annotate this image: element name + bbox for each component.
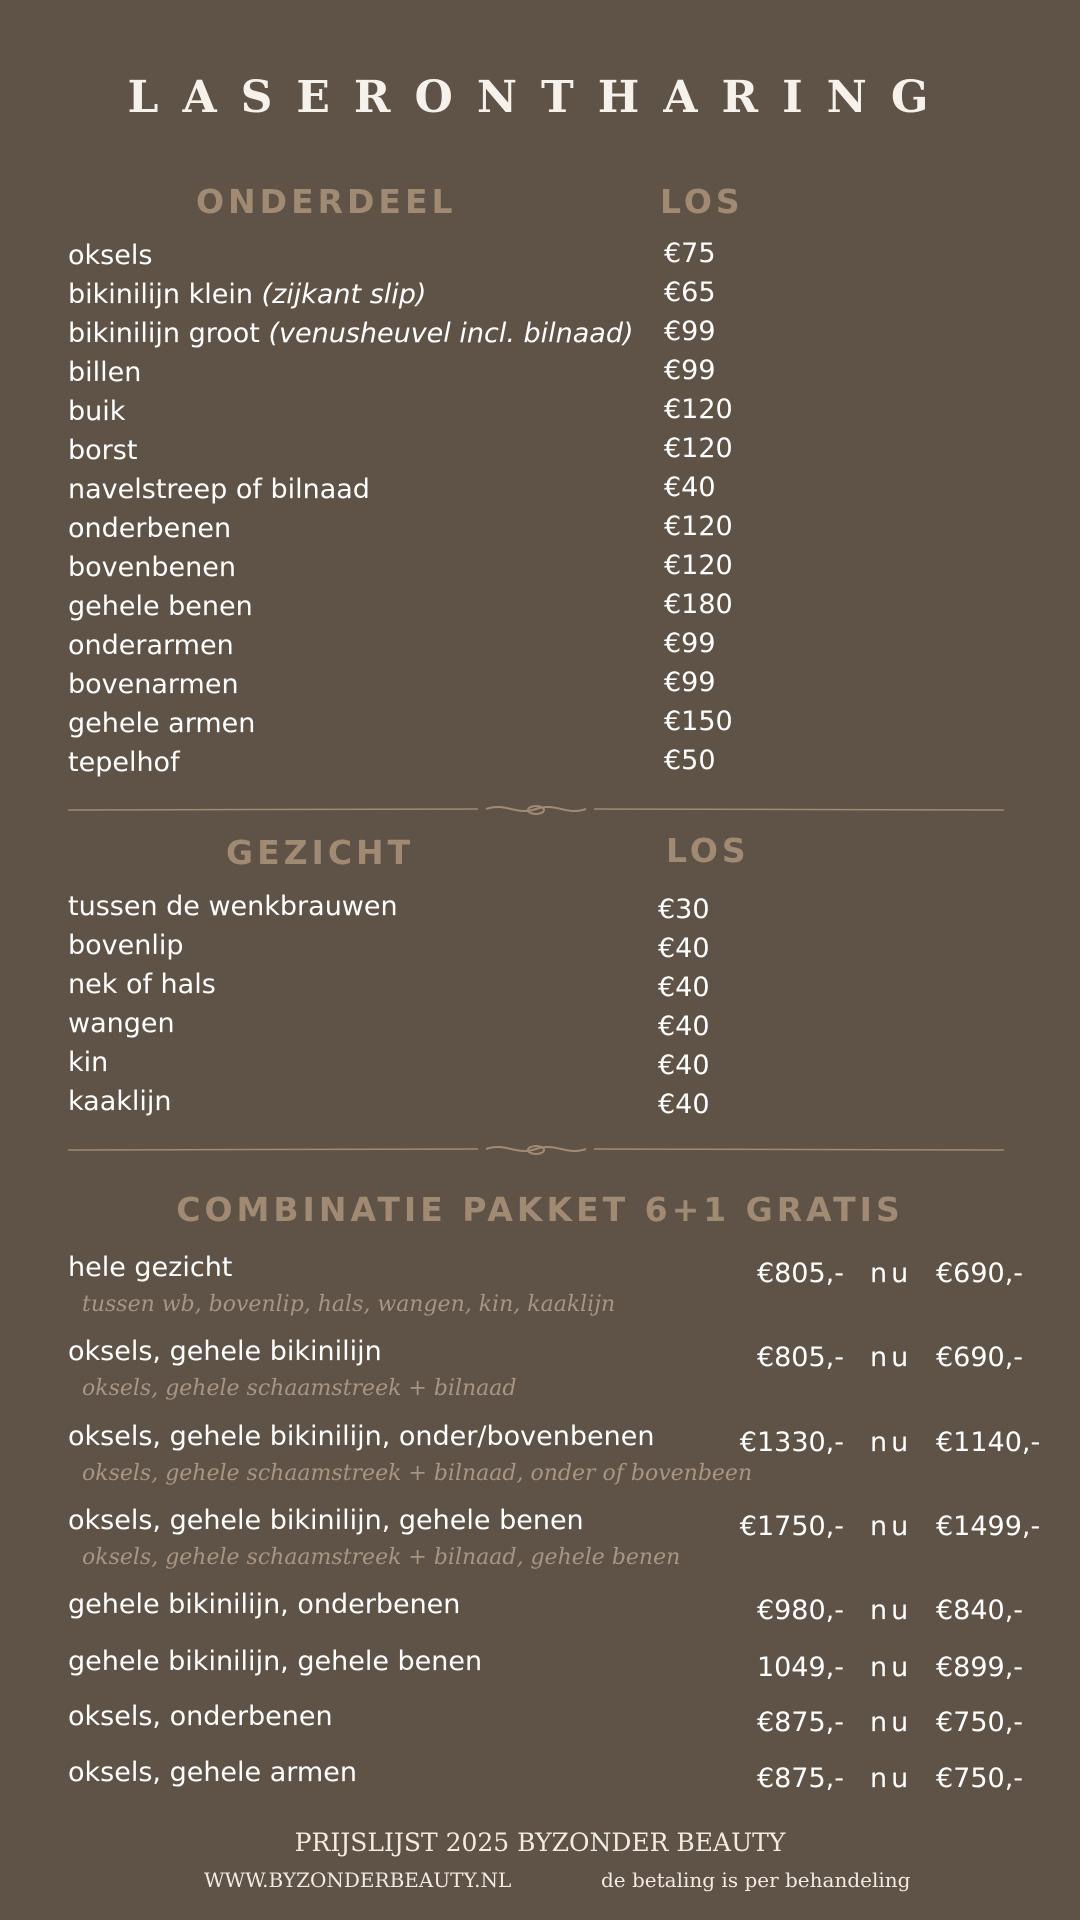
combo-nu-label: nu [870,1595,913,1626]
item-note: (zijkant slip) [261,279,427,310]
combo-old-price: 1049,- [756,1652,844,1683]
item-name: bovenbenen [68,552,236,583]
price-heading-los-face: LOS [666,831,750,870]
item-price: €75 [664,238,716,269]
item-price: €65 [664,277,716,308]
combo-new-price: €1499,- [936,1511,1041,1542]
item-name: kin [68,1047,109,1078]
combo-item [68,1757,1048,1827]
item-price: €40 [658,972,710,1003]
price-heading-los: LOS [660,182,744,221]
combo-new-price: €840,- [936,1595,1024,1626]
item-name: billen [68,357,142,388]
item-price: €99 [664,355,716,386]
ornament-divider [68,800,1004,820]
item-price: €120 [664,511,733,542]
combo-name: gehele bikinilijn, gehele benen [68,1646,483,1677]
combo-item [68,1505,1048,1575]
item-price: €99 [664,628,716,659]
combo-name: oksels, gehele bikinilijn, onder/bovenbenen [68,1421,655,1452]
combo-description: oksels, gehele schaamstreek + bilnaad [82,1376,517,1401]
combo-name: oksels, gehele bikinilijn [68,1336,382,1367]
combo-new-price: €750,- [936,1707,1024,1738]
item-name: gehele armen [68,708,256,739]
item-name: oksels [68,240,153,271]
item-name: gehele benen [68,591,253,622]
combo-new-price: €1140,- [936,1427,1041,1458]
combo-name: oksels, gehele bikinilijn, gehele benen [68,1505,584,1536]
item-name: bikinilijn klein (zijkant slip) [68,279,427,310]
combo-nu-label: nu [870,1652,913,1683]
item-name: onderbenen [68,513,232,544]
combo-name: hele gezicht [68,1252,233,1283]
item-name: borst [68,435,138,466]
combo-name: gehele bikinilijn, onderbenen [68,1589,461,1620]
item-name: bovenlip [68,930,184,961]
item-price: €99 [664,667,716,698]
page-title: LASERONTHARING [127,72,953,123]
combo-old-price: €805,- [756,1342,844,1373]
section-heading-gezicht: GEZICHT [226,833,415,872]
combo-description: oksels, gehele schaamstreek + bilnaad, onder of bovenbeen [82,1461,753,1486]
item-note: (venusheuvel incl. bilnaad) [268,318,634,349]
combo-item [68,1252,1048,1322]
item-price: €50 [664,745,716,776]
item-price: €40 [658,1089,710,1120]
ornament-divider [68,1140,1004,1160]
combo-nu-label: nu [870,1511,913,1542]
section-heading-onderdeel: ONDERDEEL [196,182,457,221]
combo-old-price: €875,- [756,1763,844,1794]
combo-name: oksels, gehele armen [68,1757,357,1788]
combo-new-price: €899,- [936,1652,1024,1683]
combo-description: oksels, gehele schaamstreek + bilnaad, gehele benen [82,1545,681,1570]
combo-nu-label: nu [870,1258,913,1289]
combo-old-price: €1750,- [739,1511,844,1542]
item-price: €40 [658,1011,710,1042]
combo-new-price: €690,- [936,1342,1024,1373]
item-name: onderarmen [68,630,234,661]
item-name: wangen [68,1008,175,1039]
combo-name: oksels, onderbenen [68,1701,333,1732]
item-name: nek of hals [68,969,216,1000]
item-price: €40 [664,472,716,503]
item-price: €99 [664,316,716,347]
item-name: bikinilijn groot (venusheuvel incl. bilnaad) [68,318,634,349]
combo-old-price: €805,- [756,1258,844,1289]
combo-old-price: €980,- [756,1595,844,1626]
combo-nu-label: nu [870,1707,913,1738]
combo-item [68,1336,1048,1406]
item-name: buik [68,396,126,427]
item-price: €40 [658,1050,710,1081]
footer-website: WWW.BYZONDERBEAUTY.NL [204,1868,512,1892]
combo-old-price: €1330,- [739,1427,844,1458]
item-name: navelstreep of bilnaad [68,474,370,505]
section-heading-combinatie: COMBINATIE PAKKET 6+1 GRATIS [176,1190,904,1229]
combo-nu-label: nu [870,1342,913,1373]
item-price: €150 [664,706,733,737]
combo-item [68,1421,1048,1491]
item-price: €120 [664,433,733,464]
item-price: €30 [658,894,710,925]
item-name: bovenarmen [68,669,239,700]
item-name: tepelhof [68,747,180,778]
item-price: €40 [658,933,710,964]
item-name: tussen de wenkbrauwen [68,891,398,922]
combo-new-price: €690,- [936,1258,1024,1289]
footer-payment-note: de betaling is per behandeling [601,1868,911,1892]
combo-nu-label: nu [870,1427,913,1458]
combo-old-price: €875,- [756,1707,844,1738]
combo-nu-label: nu [870,1763,913,1794]
item-price: €120 [664,550,733,581]
item-name: kaaklijn [68,1086,172,1117]
combo-new-price: €750,- [936,1763,1024,1794]
combo-description: tussen wb, bovenlip, hals, wangen, kin, kaaklijn [82,1292,616,1317]
item-price: €180 [664,589,733,620]
footer-title: PRIJSLIJST 2025 BYZONDER BEAUTY [294,1828,786,1857]
item-price: €120 [664,394,733,425]
